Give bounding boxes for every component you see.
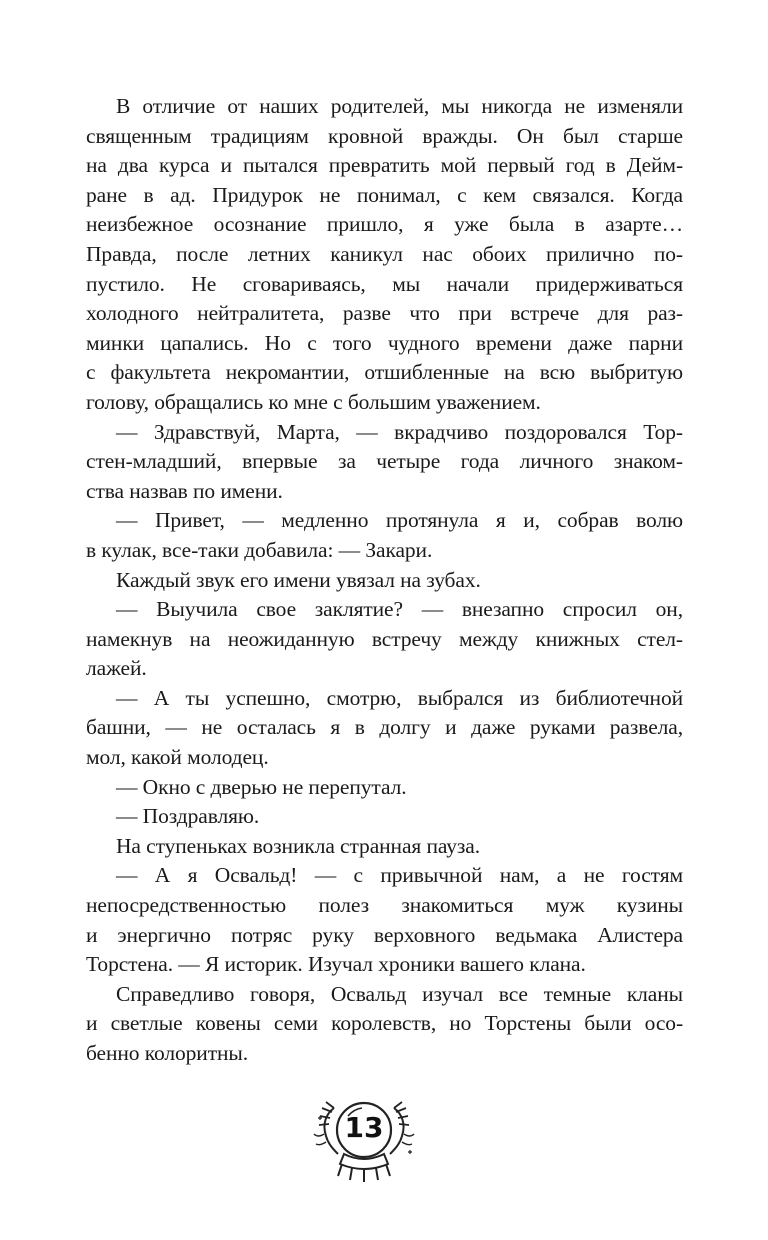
text-line: и светлые ковены семи королевств, но Торстены были осо- — [86, 1011, 683, 1036]
text-line: ране в ад. Придурок не понимал, с кем связался. Когда — [86, 182, 683, 207]
text-line: голову, обращались ко мне с большим уважением. — [86, 389, 541, 414]
text-line: неизбежное осознание пришло, я уже была в азарте… — [86, 212, 683, 237]
text-line: На ступеньках возникла странная пауза. — [116, 833, 480, 858]
text-line: — Здравствуй, Марта, — вкрадчиво поздоровался Тор- — [116, 419, 683, 444]
text-line: с факультета некромантии, отшибленные на всю выбритую — [86, 360, 683, 385]
text-line: намекнув на неожиданную встречу между книжных стел- — [86, 626, 683, 651]
page-number: 13 — [344, 1111, 384, 1144]
text-line: В отличие от наших родителей, мы никогда не изменяли — [116, 94, 683, 118]
text-line: — Выучила свое заклятие? — внезапно спросил он, — [116, 597, 683, 622]
page-number-ornament — [304, 1094, 424, 1186]
text-line: — А я Освальд! — с привычной нам, а не гостям — [116, 863, 683, 888]
text-line: и энергично потряс руку верховного ведьмака Алистера — [86, 922, 683, 947]
text-line: — Поздравляю. — [116, 804, 260, 829]
text-line: — Окно с дверью не перепутал. — [116, 774, 407, 799]
text-line: Справедливо говоря, Освальд изучал все темные кланы — [116, 981, 683, 1006]
text-line: лажей. — [86, 656, 147, 681]
text-line: — А ты успешно, смотрю, выбрался из библиотечной — [116, 685, 683, 710]
text-line: в кулак, все-таки добавила: — Закари. — [86, 537, 433, 562]
text-line: Каждый звук его имени увязал на зубах. — [116, 567, 481, 592]
text-line: Торстена. — Я историк. Изучал хроники вашего клана. — [86, 952, 586, 977]
text-line: непосредственностью полез знакомиться муж кузины — [86, 893, 683, 918]
text-line: стен-младший, впервые за четыре года личного знаком- — [86, 449, 683, 474]
text-line: ства назвав по имени. — [86, 478, 283, 503]
text-line: Правда, после летних каникул нас обоих прилично по- — [86, 241, 683, 266]
text-line: минки цапались. Но с того чудного времени даже парни — [86, 330, 683, 355]
text-line: — Привет, — медленно протянула я и, собрав волю — [116, 508, 683, 533]
page-body — [86, 92, 683, 1069]
text-line: мол, какой молодец. — [86, 745, 269, 770]
text-line: башни, — не осталась я в долгу и даже руками развела, — [86, 715, 683, 740]
text-line: холодного нейтралитета, разве что при встрече для раз- — [86, 301, 683, 326]
text-line: бенно колоритны. — [86, 1041, 249, 1065]
text-line: на два курса и пытался превратить мой первый год в Дейм- — [86, 153, 683, 178]
text-line: пустило. Не сговариваясь, мы начали придерживаться — [86, 271, 683, 296]
text-line: священным традициям кровной вражды. Он был старше — [86, 123, 683, 148]
